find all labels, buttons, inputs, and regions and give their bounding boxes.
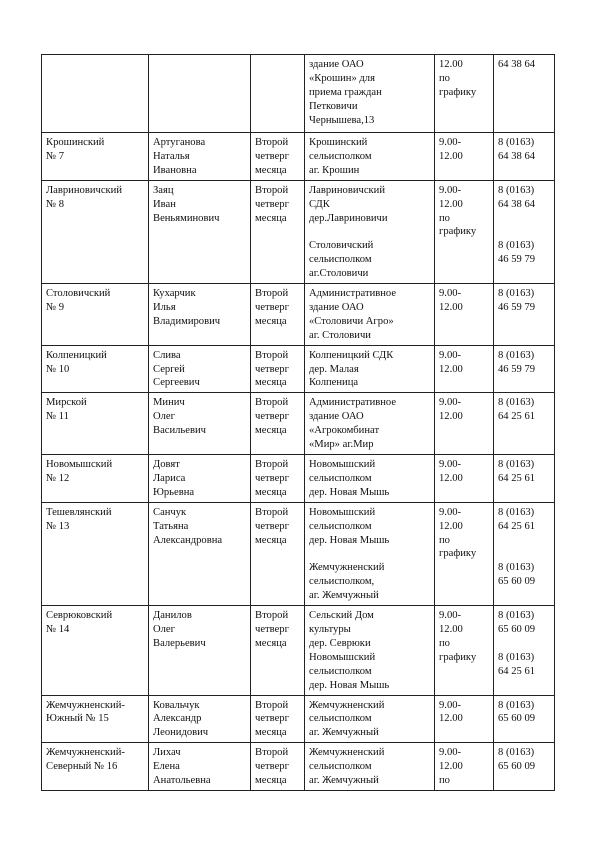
reception-time-cell [435, 743, 494, 791]
cell-line: аг. Крошин [309, 164, 360, 176]
reception-day-cell [251, 345, 305, 393]
responsible-person-cell [149, 284, 251, 346]
cell-line: сельисполком [309, 472, 372, 484]
district-cell [42, 455, 149, 503]
cell-line: графику [439, 226, 477, 238]
cell-line: по [439, 212, 450, 224]
reception-place-cell [305, 133, 435, 181]
cell-line: сельисполком [309, 665, 372, 677]
district-cell [42, 284, 149, 346]
cell-line: приема граждан [309, 86, 382, 98]
cell-line: Владимирович [153, 315, 221, 327]
cell-line: Второй [255, 288, 289, 300]
cell-line: СДК [309, 198, 330, 210]
phone-cell [494, 743, 555, 791]
cell-line: № 14 [46, 623, 70, 635]
cell-line: Санчук [153, 506, 187, 518]
cell-line: «Мир» аг.Мир [309, 439, 374, 451]
cell-line: месяца [255, 315, 287, 327]
cell-line: 9.00- [439, 184, 462, 196]
cell-line: Сергеевич [153, 377, 200, 389]
cell-line: 9.00- [439, 137, 462, 148]
cell-line: дер. Новая Мышь [309, 486, 390, 498]
responsible-person-cell [149, 606, 251, 695]
blank-line [498, 637, 550, 651]
cell-line: 8 (0163) [498, 184, 535, 196]
cell-line: 64 25 61 [498, 520, 536, 532]
cell-line: месяца [255, 486, 287, 498]
cell-line: 8 (0163) [498, 349, 535, 361]
cell-line: Административное [309, 397, 397, 409]
cell-line: Южный № 15 [46, 713, 109, 725]
cell-line: Административное [309, 288, 397, 300]
cell-line: Слива [153, 349, 181, 361]
table-row [42, 502, 555, 605]
district-cell [42, 133, 149, 181]
cell-line: Второй [255, 747, 289, 759]
cell-line: аг. Столовичи [309, 329, 371, 341]
cell-line: 65 60 09 [498, 576, 536, 588]
cell-line: 8 (0163) [498, 137, 535, 148]
cell-line: Второй [255, 397, 289, 409]
cell-line: Сергей [153, 363, 185, 375]
responsible-person-cell [149, 455, 251, 503]
district-cell [42, 502, 149, 605]
cell-line: 64 38 64 [498, 150, 536, 162]
cell-line: месяца [255, 377, 287, 389]
cell-line: 12.00 [439, 411, 463, 423]
cell-line: № 11 [46, 411, 69, 423]
reception-time-cell [435, 345, 494, 393]
cell-line: четверг [255, 623, 289, 635]
cell-line: Второй [255, 184, 289, 196]
cell-line: сельисполком [309, 520, 372, 532]
cell-line: Жемчужненский [309, 747, 385, 759]
cell-line: четверг [255, 363, 289, 375]
responsible-person-cell [149, 695, 251, 743]
cell-line: 8 (0163) [498, 459, 535, 471]
reception-day-cell [251, 606, 305, 695]
cell-line: дер. Новая Мышь [309, 679, 390, 691]
phone-cell [494, 180, 555, 283]
table-row [42, 133, 555, 181]
cell-line: Наталья [153, 150, 190, 162]
responsible-person-cell [149, 502, 251, 605]
cell-line: 9.00- [439, 699, 462, 711]
cell-line: Второй [255, 699, 289, 711]
cell-line: 9.00- [439, 349, 462, 361]
cell-line: здание ОАО [309, 59, 364, 70]
table-body [42, 55, 555, 791]
cell-line: сельисполком [309, 761, 372, 773]
cell-line: № 9 [46, 301, 65, 313]
cell-line: Второй [255, 610, 289, 622]
reception-time-cell [435, 502, 494, 605]
reception-day-cell [251, 695, 305, 743]
cell-line: дер. Новая Мышь [309, 534, 390, 546]
cell-line: Иван [153, 198, 176, 210]
cell-line: Северный № 16 [46, 761, 118, 773]
cell-line: Лавриновичский [309, 184, 386, 196]
reception-place-cell [305, 345, 435, 393]
cell-line: 8 (0163) [498, 747, 535, 759]
cell-line: Веньяминович [153, 212, 220, 224]
reception-time-cell [435, 695, 494, 743]
cell-line: по [439, 534, 450, 546]
cell-line: Лавриновичский [46, 184, 123, 196]
cell-line: 8 (0163) [498, 699, 535, 711]
cell-line: № 13 [46, 520, 70, 532]
cell-line: Жемчужненский [309, 562, 385, 574]
responsible-person-cell [149, 743, 251, 791]
cell-line: Новомышский [309, 651, 376, 663]
table-row [42, 345, 555, 393]
cell-line: Лихач [153, 747, 181, 759]
cell-line: здание ОАО [309, 301, 364, 313]
reception-schedule-table [41, 54, 555, 791]
district-cell [42, 606, 149, 695]
reception-time-cell [435, 55, 494, 133]
cell-line: сельисполком [309, 713, 372, 725]
cell-line: дер. Малая [309, 363, 359, 375]
cell-line: Новомышский [46, 459, 113, 471]
cell-line: Новомышский [309, 459, 376, 471]
cell-line: Петковичи [309, 100, 358, 112]
cell-line: четверг [255, 761, 289, 773]
table-row [42, 455, 555, 503]
blank-line [309, 547, 430, 561]
cell-line: сельисполком [309, 254, 372, 266]
responsible-person-cell [149, 393, 251, 455]
cell-line: Лариса [153, 472, 186, 484]
phone-cell [494, 455, 555, 503]
district-cell [42, 345, 149, 393]
cell-line: Жемчужненский- [46, 699, 125, 711]
reception-day-cell [251, 133, 305, 181]
reception-place-cell [305, 284, 435, 346]
cell-line: 65 60 09 [498, 623, 536, 635]
cell-line: здание ОАО [309, 411, 364, 423]
cell-line: Чернышева,13 [309, 114, 375, 126]
table-row [42, 743, 555, 791]
cell-line: четверг [255, 520, 289, 532]
cell-line: Тешевлянский [46, 506, 112, 518]
cell-line: 9.00- [439, 459, 462, 471]
blank-line [498, 547, 550, 561]
reception-place-cell [305, 180, 435, 283]
phone-cell [494, 133, 555, 181]
cell-line: Второй [255, 349, 289, 361]
cell-line: аг. Жемчужный [309, 590, 379, 602]
reception-place-cell [305, 502, 435, 605]
cell-line: 65 60 09 [498, 713, 536, 725]
reception-place-cell [305, 455, 435, 503]
cell-line: 12.00 [439, 150, 463, 162]
cell-line: Кухарчик [153, 288, 196, 300]
cell-line: Олег [153, 623, 175, 635]
cell-line: четверг [255, 150, 289, 162]
cell-line: месяца [255, 212, 287, 224]
cell-line: «Столовичи Агро» [309, 315, 394, 327]
reception-day-cell [251, 180, 305, 283]
cell-line: четверг [255, 198, 289, 210]
cell-line: Александр [153, 713, 202, 725]
cell-line: аг. Жемчужный [309, 775, 379, 787]
cell-line: № 12 [46, 472, 70, 484]
cell-line: Анатольевна [153, 775, 211, 787]
reception-day-cell [251, 502, 305, 605]
cell-line: аг.Столовичи [309, 268, 369, 280]
cell-line: графику [439, 86, 477, 98]
cell-line: Колпеницкий СДК [309, 349, 394, 361]
cell-line: графику [439, 548, 477, 560]
cell-line: 9.00- [439, 397, 462, 409]
cell-line: 12.00 [439, 713, 463, 725]
responsible-person-cell [149, 345, 251, 393]
phone-cell [494, 695, 555, 743]
cell-line: культуры [309, 623, 351, 635]
cell-line: Второй [255, 506, 289, 518]
cell-line: Валерьевич [153, 637, 206, 649]
cell-line: месяца [255, 425, 287, 437]
cell-line: Александровна [153, 534, 223, 546]
cell-line: Новомышский [309, 506, 376, 518]
blank-line [498, 212, 550, 226]
cell-line: 12.00 [439, 198, 463, 210]
cell-line: № 8 [46, 198, 65, 210]
cell-line: Елена [153, 761, 180, 773]
cell-line: Васильевич [153, 425, 206, 437]
reception-place-cell [305, 743, 435, 791]
cell-line: по [439, 637, 450, 649]
cell-line: 46 59 79 [498, 301, 536, 313]
cell-line: Жемчужненский- [46, 747, 125, 759]
cell-line: 9.00- [439, 747, 462, 759]
phone-cell [494, 393, 555, 455]
responsible-person-cell [149, 55, 251, 133]
cell-line: 8 (0163) [498, 610, 535, 622]
cell-line: Ивановна [153, 164, 197, 176]
table-row [42, 695, 555, 743]
cell-line: четверг [255, 713, 289, 725]
blank-line [498, 534, 550, 548]
cell-line: месяца [255, 727, 287, 739]
cell-line: 8 (0163) [498, 651, 535, 663]
cell-line: Довят [153, 459, 180, 471]
cell-line: 12.00 [439, 301, 463, 313]
phone-cell [494, 284, 555, 346]
reception-time-cell [435, 455, 494, 503]
district-cell [42, 695, 149, 743]
reception-place-cell [305, 606, 435, 695]
cell-line: Второй [255, 137, 289, 148]
cell-line: Минич [153, 397, 185, 409]
reception-day-cell [251, 284, 305, 346]
cell-line: Столовичский [309, 240, 374, 252]
reception-time-cell [435, 284, 494, 346]
cell-line: по [439, 72, 450, 84]
cell-line: четверг [255, 301, 289, 313]
table-row [42, 284, 555, 346]
district-cell [42, 180, 149, 283]
district-cell [42, 743, 149, 791]
phone-cell [494, 55, 555, 133]
cell-line: 12.00 [439, 363, 463, 375]
reception-time-cell [435, 133, 494, 181]
cell-line: четверг [255, 411, 289, 423]
district-cell [42, 393, 149, 455]
blank-line [309, 225, 430, 239]
cell-line: 64 25 61 [498, 665, 536, 677]
cell-line: Илья [153, 301, 176, 313]
cell-line: Севрюковский [46, 610, 113, 622]
cell-line: «Крошин» для [309, 72, 375, 84]
blank-line [498, 225, 550, 239]
cell-line: 65 60 09 [498, 761, 536, 773]
phone-cell [494, 606, 555, 695]
cell-line: Крошинский [46, 137, 105, 148]
cell-line: по [439, 775, 450, 787]
cell-line: 8 (0163) [498, 506, 535, 518]
cell-line: Сельский Дом [309, 610, 374, 622]
cell-line: Ковальчук [153, 699, 200, 711]
cell-line: 9.00- [439, 610, 462, 622]
table-row [42, 393, 555, 455]
cell-line: Второй [255, 459, 289, 471]
district-cell [42, 55, 149, 133]
cell-line: Колпеницкий [46, 349, 107, 361]
phone-cell [494, 502, 555, 605]
cell-line: 9.00- [439, 506, 462, 518]
cell-line: дер. Севрюки [309, 637, 371, 649]
cell-line: Столовичский [46, 288, 111, 300]
reception-day-cell [251, 455, 305, 503]
responsible-person-cell [149, 133, 251, 181]
cell-line: Данилов [153, 610, 192, 622]
table-row [42, 606, 555, 695]
reception-day-cell [251, 393, 305, 455]
cell-line: Артуганова [153, 137, 206, 148]
cell-line: месяца [255, 775, 287, 787]
reception-time-cell [435, 180, 494, 283]
table-row [42, 55, 555, 133]
cell-line: Мирской [46, 397, 87, 409]
cell-line: 8 (0163) [498, 288, 535, 300]
cell-line: месяца [255, 637, 287, 649]
reception-place-cell [305, 55, 435, 133]
cell-line: сельисполком [309, 150, 372, 162]
phone-cell [494, 345, 555, 393]
responsible-person-cell [149, 180, 251, 283]
cell-line: 64 25 61 [498, 411, 536, 423]
cell-line: 8 (0163) [498, 397, 535, 409]
cell-line: месяца [255, 164, 287, 176]
reception-place-cell [305, 695, 435, 743]
cell-line: 12.00 [439, 472, 463, 484]
cell-line: 46 59 79 [498, 254, 536, 266]
reception-day-cell [251, 743, 305, 791]
cell-line: Юрьевна [153, 486, 195, 498]
cell-line: Леонидович [153, 727, 209, 739]
cell-line: № 10 [46, 363, 70, 375]
cell-line: 12.00 [439, 59, 463, 70]
cell-line: «Агрокомбинат [309, 425, 380, 437]
cell-line: Жемчужненский [309, 699, 385, 711]
cell-line: дер.Лавриновичи [309, 212, 388, 224]
cell-line: Татьяна [153, 520, 189, 532]
cell-line: 64 38 64 [498, 198, 536, 210]
cell-line: 8 (0163) [498, 562, 535, 574]
cell-line: аг. Жемчужный [309, 727, 379, 739]
table-row [42, 180, 555, 283]
reception-time-cell [435, 393, 494, 455]
cell-line: 8 (0163) [498, 240, 535, 252]
cell-line: 64 25 61 [498, 472, 536, 484]
cell-line: четверг [255, 472, 289, 484]
cell-line: Олег [153, 411, 175, 423]
reception-time-cell [435, 606, 494, 695]
cell-line: № 7 [46, 150, 65, 162]
cell-line: Заяц [153, 184, 174, 196]
cell-line: сельисполком, [309, 576, 375, 588]
cell-line: 12.00 [439, 623, 463, 635]
cell-line: 9.00- [439, 288, 462, 300]
cell-line: графику [439, 651, 477, 663]
cell-line: 12.00 [439, 761, 463, 773]
cell-line: 12.00 [439, 520, 463, 532]
cell-line: Крошинский [309, 137, 368, 148]
cell-line: 64 38 64 [498, 59, 536, 70]
cell-line: месяца [255, 534, 287, 546]
reception-day-cell [251, 55, 305, 133]
reception-place-cell [305, 393, 435, 455]
cell-line: Колпеница [309, 377, 359, 389]
cell-line: 46 59 79 [498, 363, 536, 375]
